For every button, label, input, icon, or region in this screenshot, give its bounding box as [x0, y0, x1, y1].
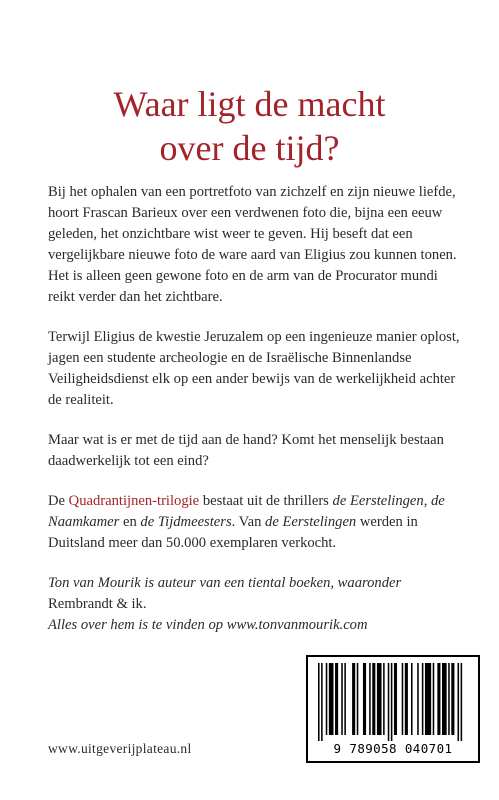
- barcode-bar: [321, 663, 323, 741]
- trilogy-lead: De: [48, 493, 69, 509]
- barcode-bar: [352, 663, 355, 735]
- paragraph-question: Maar wat is er met de tijd aan de hand? Komt het menselijk bestaan daadwerkelijk tot een eind?: [48, 432, 444, 469]
- trilogy-text: . Van: [231, 514, 266, 530]
- trilogy-text: bestaat uit de thrillers: [199, 493, 333, 509]
- isbn-digits: 9 789058 040701: [333, 741, 453, 756]
- barcode-bar: [363, 663, 366, 735]
- author-bio: [48, 573, 468, 636]
- barcode-bar: [402, 663, 404, 735]
- barcode-bars: [316, 663, 470, 741]
- barcode-bar: [448, 663, 450, 735]
- barcode-bar: [329, 663, 334, 735]
- barcode-bar: [318, 663, 320, 741]
- book-title-rembrandt: Rembrandt & ik.: [48, 596, 147, 612]
- title-line-1: Waar ligt de macht: [113, 84, 386, 125]
- paragraph-plot: Bij het ophalen van een portretfoto van zichzelf en zijn nieuwe liefde, hoort Frascan Barieux over een verdwenen foto die, bijna een eeuw geleden, het onzichtbare wist weer te geven. Hij beseft dat een vergelijkbare nieuwe foto de ware aard van Eligius zou kunnen tonen. Het is alleen geen gewone foto en de arm van de Procurator mundi reikt verder dan het zichtbare.: [48, 184, 457, 305]
- barcode-bar: [433, 663, 435, 735]
- barcode-bar: [357, 663, 359, 735]
- barcode-bar: [461, 663, 463, 741]
- book-title: de Naamkamer: [48, 493, 445, 530]
- barcode-bar: [369, 663, 371, 735]
- title-line-2: over de tijd?: [159, 128, 340, 169]
- barcode-bar: [383, 663, 385, 735]
- paragraph-trilogy: [48, 491, 468, 554]
- barcode-bar: [341, 663, 343, 735]
- trilogy-text: en: [119, 514, 141, 530]
- barcode-bar: [335, 663, 338, 735]
- book-title: de Eerstelingen: [265, 514, 357, 530]
- book-title: de Tijdmeesters: [140, 514, 232, 530]
- isbn-barcode: [306, 655, 480, 763]
- barcode-bar: [451, 663, 454, 735]
- barcode-bar: [417, 663, 419, 735]
- trilogy-text: werden in Duitsland meer dan 50.000 exemplaren verkocht.: [48, 514, 418, 551]
- barcode-bar: [394, 663, 397, 735]
- barcode-bar: [442, 663, 447, 735]
- barcode-bar: [405, 663, 408, 735]
- publisher-website: www.uitgeverijplateau.nl: [48, 741, 192, 756]
- paragraph-plot-2: Terwijl Eligius de kwestie Jeruzalem op een ingenieuze manier oplost, jagen een studente archeologie en de Israëlische Binnenlandse Veiligheidsdienst elk op een ander bewijs van de werkelijkheid achter de realiteit.: [48, 329, 460, 408]
- barcode-bar: [425, 663, 431, 735]
- book-title: de Eerstelingen: [332, 493, 424, 509]
- barcode-bar: [372, 663, 375, 735]
- barcode-bar: [391, 663, 393, 741]
- barcode-bar: [388, 663, 390, 741]
- barcode-bar: [422, 663, 424, 735]
- trilogy-text: ,: [423, 493, 431, 509]
- barcode-bar: [326, 663, 328, 735]
- barcode-bar: [344, 663, 346, 735]
- barcode-bar: [377, 663, 382, 735]
- author-website-text: Alles over hem is te vinden op www.tonvanmourik.com: [48, 617, 368, 633]
- series-link: Quadrantijnen-trilogie: [68, 493, 200, 509]
- barcode-bar: [411, 663, 413, 735]
- title: [0, 82, 499, 170]
- barcode-bar: [458, 663, 460, 741]
- barcode-bar: [437, 663, 440, 735]
- author-bio-text: Ton van Mourik is auteur van een tiental boeken, waaronder: [48, 575, 402, 591]
